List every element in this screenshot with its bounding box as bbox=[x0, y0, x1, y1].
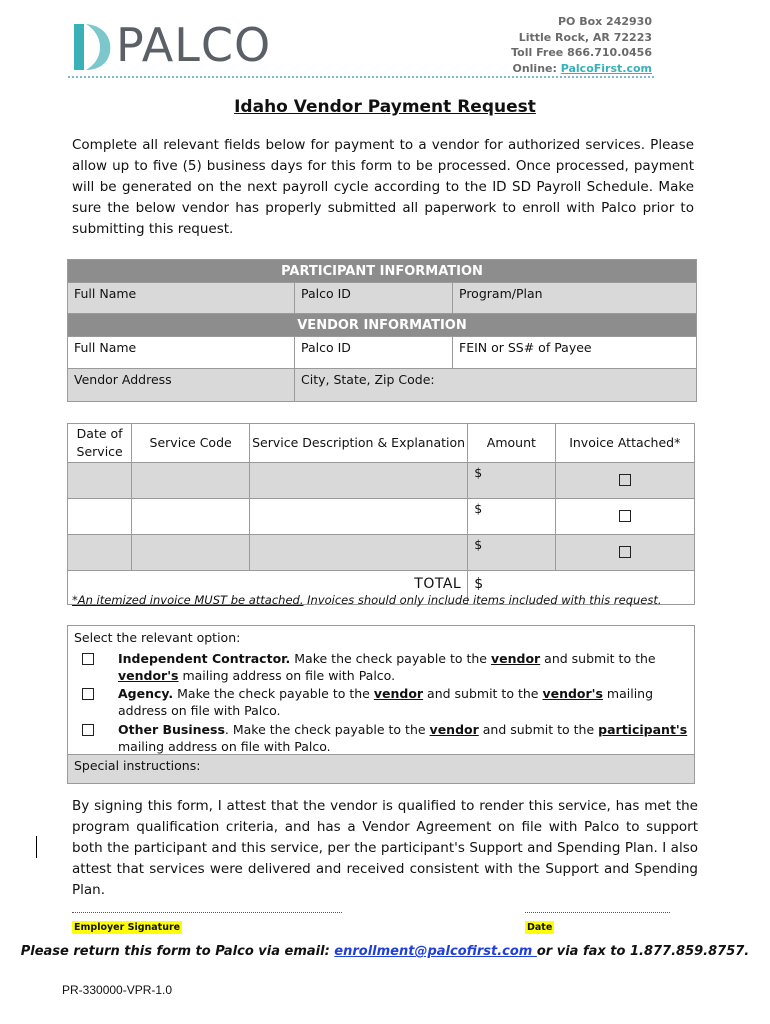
vendor-palco-id-field[interactable] bbox=[294, 337, 452, 368]
online-line bbox=[511, 61, 652, 77]
option-agency bbox=[118, 685, 688, 719]
return-text-1: Please return this form to Palco via email: bbox=[20, 944, 335, 959]
vendor-palco-id-label: Palco ID bbox=[301, 340, 351, 355]
invoice-note bbox=[72, 593, 662, 607]
col-service-description: Service Description & Explanation bbox=[249, 424, 467, 463]
invoice-note-required: *An itemized invoice MUST be attached. bbox=[72, 593, 304, 607]
agency-vendor: vendor bbox=[373, 686, 424, 701]
date-label-wrap bbox=[525, 915, 554, 934]
payment-options-box bbox=[67, 625, 695, 784]
vendor-row-2 bbox=[68, 368, 696, 401]
participant-full-name-field[interactable] bbox=[68, 283, 294, 313]
participant-palco-id-label: Palco ID bbox=[301, 286, 351, 301]
vendor-city-state-zip-field[interactable] bbox=[294, 369, 696, 401]
invoice-checkbox[interactable] bbox=[619, 546, 631, 558]
dollar-sign: $ bbox=[474, 537, 483, 552]
independent-contractor-checkbox[interactable] bbox=[82, 653, 94, 665]
agency-text-1: Make the check payable to the bbox=[173, 686, 374, 701]
other-text-1: . Make the check payable to the bbox=[224, 722, 430, 737]
col-date-of-service: Date of Service bbox=[68, 424, 132, 463]
vendor-full-name-label: Full Name bbox=[74, 340, 137, 355]
participant-program-label: Program/Plan bbox=[459, 286, 543, 301]
vendor-fein-field[interactable] bbox=[452, 337, 696, 368]
employer-signature-label: Employer Signature bbox=[74, 922, 181, 933]
code-cell[interactable] bbox=[132, 535, 250, 571]
date-line[interactable] bbox=[525, 912, 670, 913]
address-line-2: Little Rock, AR 72223 bbox=[518, 30, 652, 44]
palco-logo-text: PALCO bbox=[116, 18, 272, 72]
code-cell[interactable] bbox=[132, 499, 250, 535]
return-text-2: or via fax to 1.877.859.8757. bbox=[536, 944, 750, 959]
website-link[interactable]: PalcoFirst.com bbox=[560, 61, 652, 75]
col-invoice-attached: Invoice Attached* bbox=[555, 424, 694, 463]
participant-heading: PARTICIPANT INFORMATION bbox=[68, 260, 696, 282]
special-instructions-field[interactable] bbox=[68, 754, 694, 783]
special-instructions-label: Special instructions: bbox=[74, 758, 201, 773]
other-participants: participant's bbox=[598, 722, 688, 737]
options-heading: Select the relevant option: bbox=[74, 630, 241, 645]
service-row-1 bbox=[68, 463, 695, 499]
dollar-sign: $ bbox=[474, 465, 483, 480]
date-cell[interactable] bbox=[68, 535, 132, 571]
other-title: Other Business bbox=[118, 722, 225, 737]
invoice-checkbox[interactable] bbox=[619, 510, 631, 522]
code-cell[interactable] bbox=[132, 463, 250, 499]
description-cell[interactable] bbox=[249, 499, 467, 535]
invoice-cell bbox=[555, 499, 694, 535]
vendor-full-name-field[interactable] bbox=[68, 337, 294, 368]
independent-vendors: vendor's bbox=[118, 668, 179, 683]
vendor-row-1 bbox=[68, 336, 696, 368]
service-row-3 bbox=[68, 535, 695, 571]
services-header-row bbox=[68, 424, 695, 463]
header-divider bbox=[68, 76, 654, 78]
other-business-checkbox[interactable] bbox=[82, 724, 94, 736]
agency-text-3: mailing address on file with Palco. bbox=[118, 686, 654, 718]
invoice-cell bbox=[555, 463, 694, 499]
agency-text-2: and submit to the bbox=[423, 686, 543, 701]
other-vendor: vendor bbox=[429, 722, 479, 737]
info-table bbox=[67, 259, 697, 402]
enrollment-email-link[interactable]: enrollment@palcofirst.com bbox=[334, 944, 537, 959]
attestation-paragraph: By signing this form, I attest that the vendor is qualified to render this service, has met the program qualification criteria, and has a Vendor Agreement on file with Palco to support both the participant and this service, per the participant's Support and Spending Plan. I also attest that services were delivered and received consistent with the Support and Spending Plan. bbox=[72, 798, 698, 898]
independent-title: Independent Contractor. bbox=[118, 651, 291, 666]
vendor-address-field[interactable] bbox=[68, 369, 294, 401]
vendor-city-state-zip-label: City, State, Zip Code: bbox=[301, 372, 435, 387]
option-independent-contractor bbox=[118, 650, 688, 684]
invoice-note-rest: Invoices should only include items included with this request. bbox=[303, 593, 662, 607]
employer-signature-label-wrap bbox=[72, 915, 182, 934]
date-cell[interactable] bbox=[68, 463, 132, 499]
date-label: Date bbox=[527, 922, 553, 933]
service-row-2 bbox=[68, 499, 695, 535]
text-cursor bbox=[36, 836, 37, 858]
toll-free-number: Toll Free 866.710.0456 bbox=[511, 46, 652, 59]
independent-text-3: mailing address on file with Palco. bbox=[178, 668, 396, 683]
amount-cell[interactable] bbox=[468, 499, 555, 535]
vendor-address-label: Vendor Address bbox=[74, 372, 172, 387]
participant-full-name-label: Full Name bbox=[74, 286, 137, 301]
option-other-business bbox=[118, 721, 688, 755]
independent-text-1: Make the check payable to the bbox=[290, 651, 491, 666]
amount-cell[interactable] bbox=[468, 463, 555, 499]
participant-palco-id-field[interactable] bbox=[294, 283, 452, 313]
invoice-checkbox[interactable] bbox=[619, 474, 631, 486]
contact-info bbox=[511, 14, 652, 76]
invoice-cell bbox=[555, 535, 694, 571]
agency-vendors: vendor's bbox=[542, 686, 603, 701]
online-label: Online: bbox=[512, 61, 561, 75]
total-dollar-sign: $ bbox=[474, 576, 484, 592]
date-cell[interactable] bbox=[68, 499, 132, 535]
dollar-sign: $ bbox=[474, 501, 483, 516]
other-text-3: mailing address on file with Palco. bbox=[118, 739, 331, 754]
agency-checkbox[interactable] bbox=[82, 688, 94, 700]
page-title: Idaho Vendor Payment Request bbox=[234, 97, 536, 117]
total-label: TOTAL bbox=[68, 571, 468, 605]
independent-vendor: vendor bbox=[490, 651, 541, 666]
vendor-heading: VENDOR INFORMATION bbox=[68, 313, 696, 336]
palco-logo-mark-icon bbox=[70, 22, 112, 72]
participant-program-field[interactable] bbox=[452, 283, 696, 313]
other-text-2: and submit to the bbox=[478, 722, 599, 737]
col-service-code: Service Code bbox=[132, 424, 250, 463]
independent-text-2: and submit to the bbox=[540, 651, 656, 666]
participant-row bbox=[68, 282, 696, 313]
amount-cell[interactable] bbox=[468, 535, 555, 571]
description-cell[interactable] bbox=[249, 535, 467, 571]
col-amount: Amount bbox=[468, 424, 555, 463]
return-instructions bbox=[0, 944, 770, 959]
services-table bbox=[67, 423, 695, 605]
address-line-1: PO Box 242930 bbox=[557, 15, 652, 28]
agency-title: Agency. bbox=[118, 686, 174, 701]
employer-signature-line[interactable] bbox=[72, 912, 342, 913]
vendor-fein-label: FEIN or SS# of Payee bbox=[459, 340, 592, 355]
intro-paragraph: Complete all relevant fields below for payment to a vendor for authorized services. Please allow up to five (5) business days for this form to be processed. Once processed, payment will be generated on the next payroll cycle according to the ID SD Payroll Schedule. Make sure the below vendor has properly submitted all paperwork to enroll with Palco prior to submitting this request. bbox=[72, 137, 694, 237]
description-cell[interactable] bbox=[249, 463, 467, 499]
form-id: PR-330000-VPR-1.0 bbox=[62, 983, 173, 997]
